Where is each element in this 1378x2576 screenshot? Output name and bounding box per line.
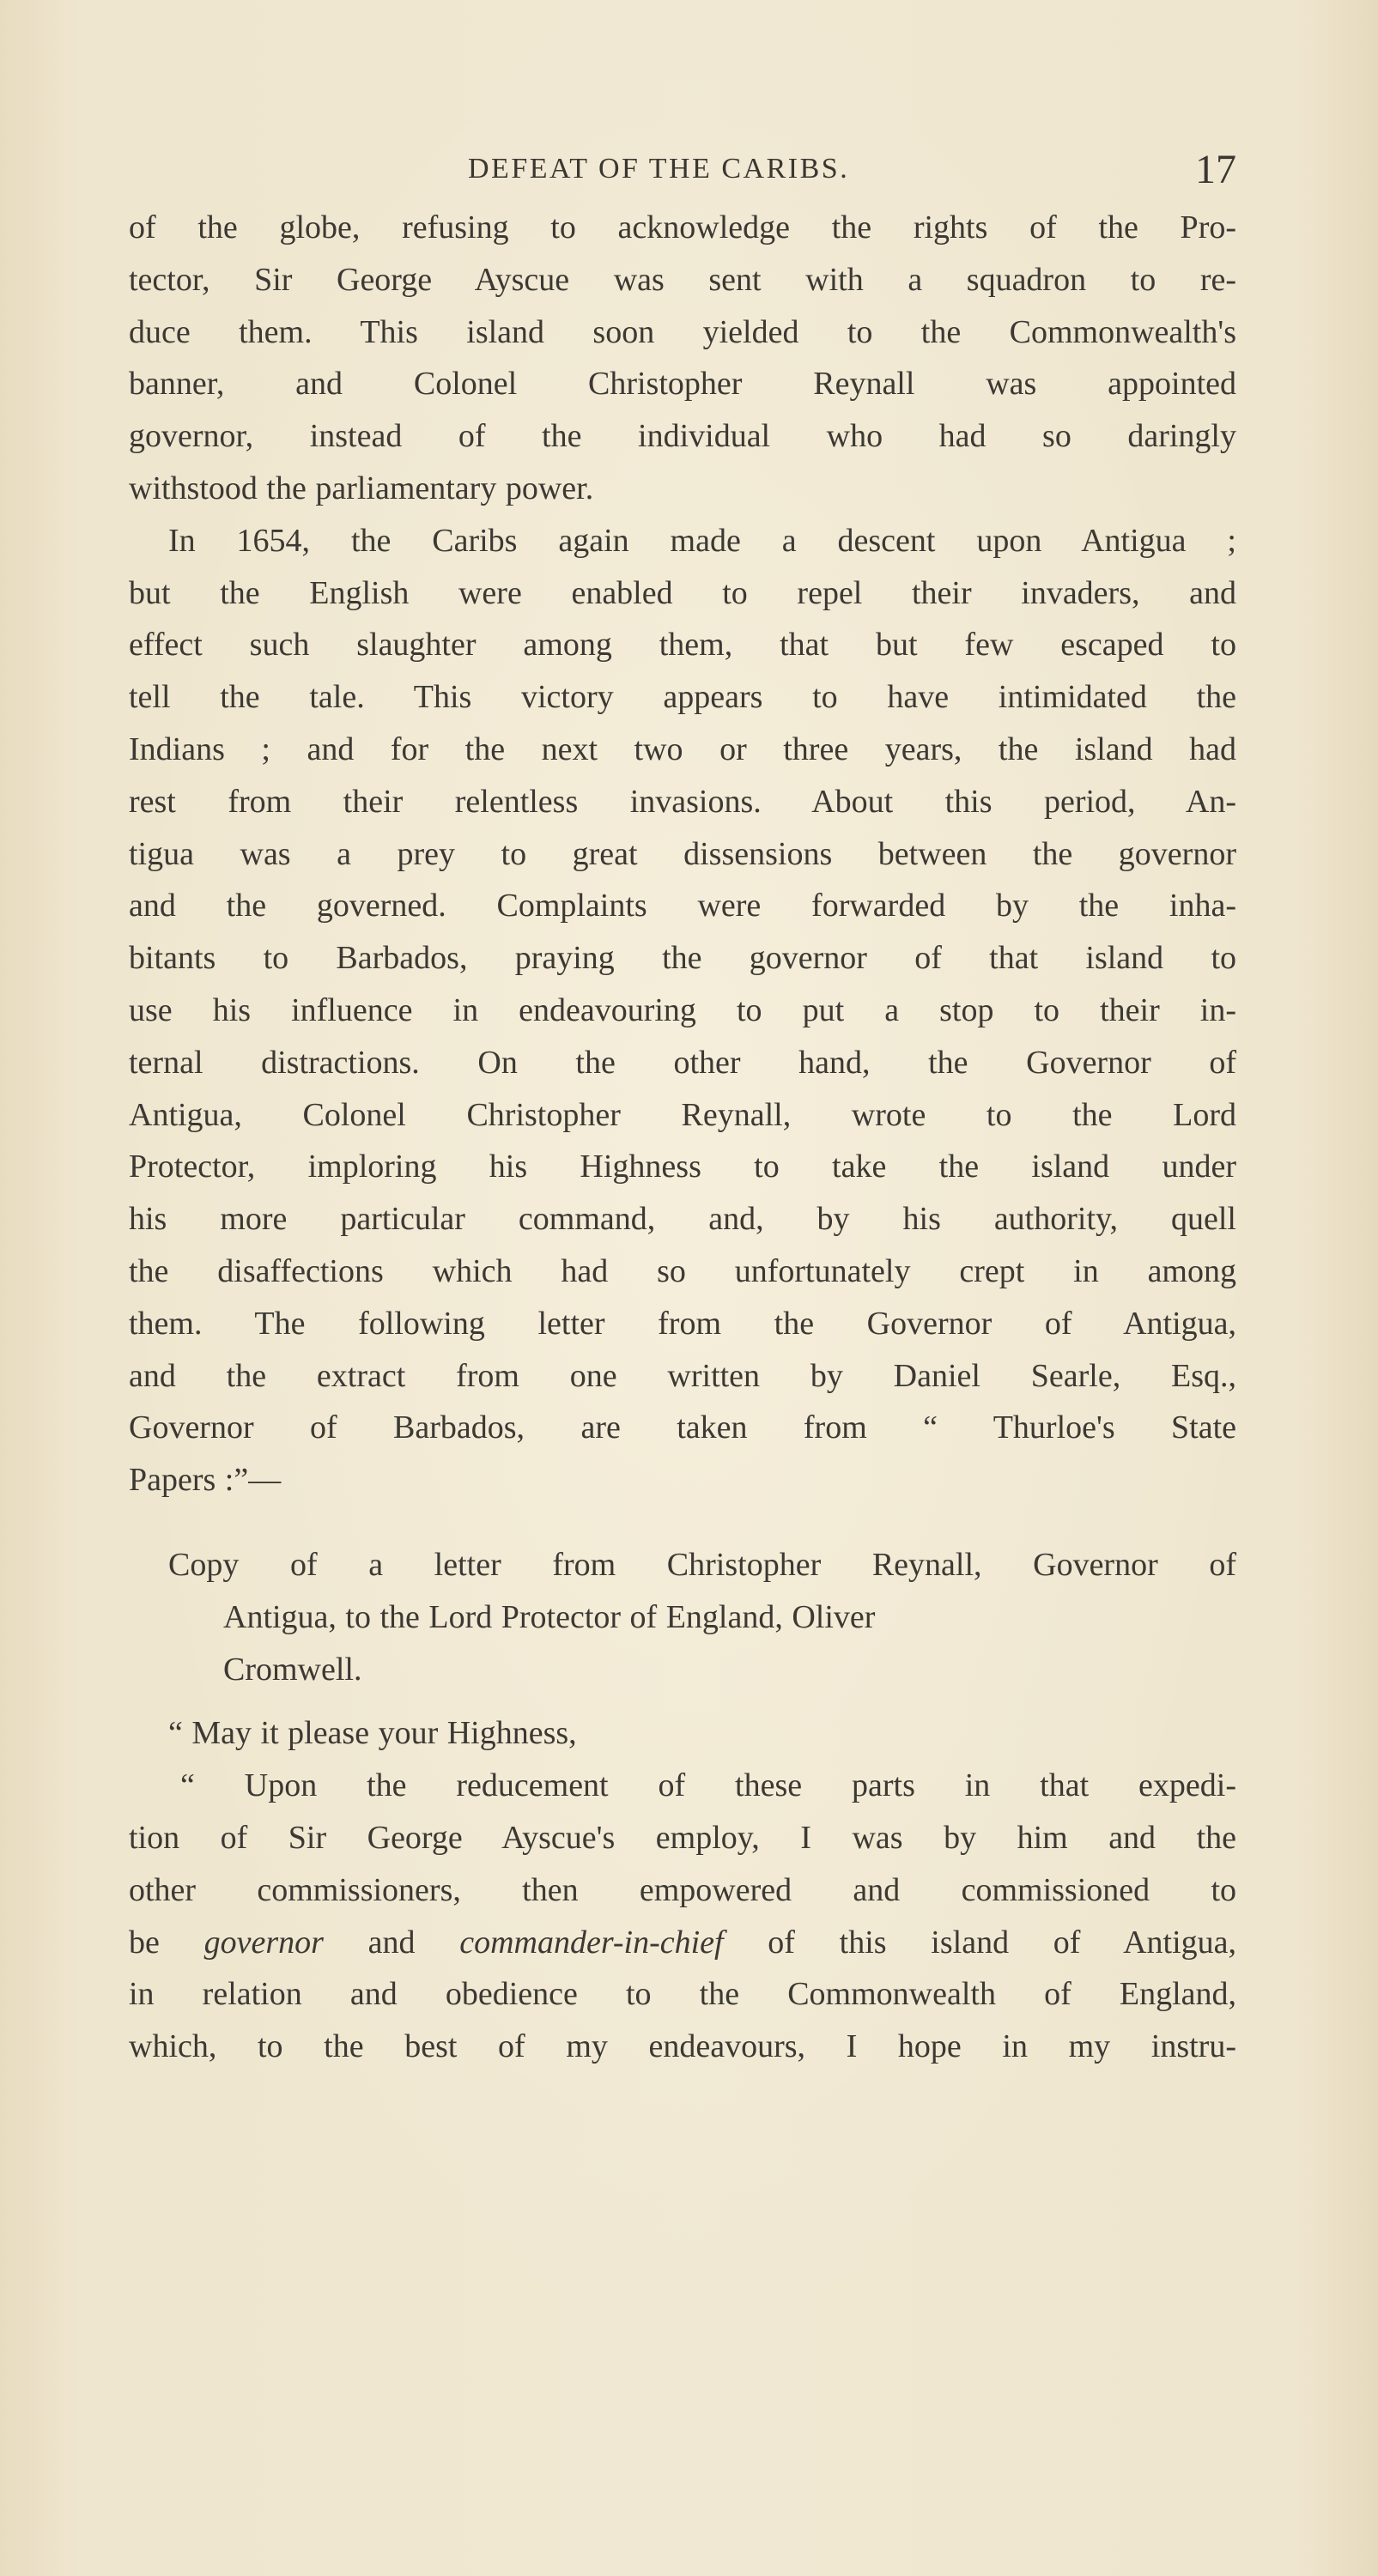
letter-salutation: “ May it please your Highness, <box>168 1715 577 1752</box>
text-line: Antigua, Colonel Christopher Reynall, wrote to the Lord <box>129 1096 1236 1133</box>
text-line: Protector, imploring his Highness to take the island under <box>129 1149 1236 1185</box>
text-line: banner, and Colonel Christopher Reynall was appointed <box>129 366 1236 403</box>
letter-heading <box>129 1539 1236 1695</box>
text-line: tion of Sir George Ayscue's employ, I was by him and the <box>129 1819 1236 1856</box>
text-line: Papers :”— <box>129 1462 282 1499</box>
text-line: of the globe, refusing to acknowledge the rights of the Pro- <box>129 209 1236 245</box>
text-line: rest from their relentless invasions. About this period, An- <box>129 783 1236 820</box>
text-line: other commissioners, then empowered and commissioned to <box>129 1871 1236 1908</box>
text-line: use his influence in endeavouring to put a stop to their in- <box>129 991 1236 1028</box>
text-line: them. The following letter from the Governor of Antigua, <box>129 1305 1236 1342</box>
text-line: effect such slaughter among them, that but few escaped to <box>129 627 1236 664</box>
text-line: Antigua, to the Lord Protector of England, Oliver <box>223 1598 876 1635</box>
running-title: DEFEAT OF THE CARIBS. <box>468 153 850 185</box>
page-header <box>129 147 1236 196</box>
text-line: Governor of Barbados, are taken from “ Thurloe's State <box>129 1409 1236 1446</box>
text-line <box>129 1917 1236 1969</box>
text-line: in relation and obedience to the Commonwealth of England, <box>129 1976 1236 2013</box>
text-line: and the governed. Complaints were forwarded by the inha- <box>129 888 1236 924</box>
text-line: but the English were enabled to repel their invaders, and <box>129 574 1236 611</box>
text-line: bitants to Barbados, praying the governor of that island to <box>129 940 1236 977</box>
text-line: and the extract from one written by Daniel Searle, Esq., <box>129 1357 1236 1394</box>
paragraph-1 <box>129 202 1236 515</box>
text-line: governor, instead of the individual who had so daringly <box>129 418 1236 455</box>
letter-body <box>129 1760 1236 2073</box>
text-line: withstood the parliamentary power. <box>129 470 594 506</box>
text-fragment: be <box>129 1924 204 1961</box>
italic-governor: governor <box>203 1924 324 1961</box>
text-line: tector, Sir George Ayscue was sent with a squadron to re- <box>129 261 1236 298</box>
text-line: Copy of a letter from Christopher Reynall, Governor of <box>168 1546 1236 1583</box>
text-line: ternal distractions. On the other hand, the Governor of <box>129 1044 1236 1081</box>
text-line: duce them. This island soon yielded to the Commonwealth's <box>129 313 1236 350</box>
text-fragment: of this island of Antigua, <box>723 1924 1236 1961</box>
text-line: Indians ; and for the next two or three years, the island had <box>129 730 1236 767</box>
text-line: tell the tale. This victory appears to have intimidated the <box>129 679 1236 716</box>
page-number: 17 <box>1195 147 1236 192</box>
spacer <box>129 1506 1236 1539</box>
text-fragment: and <box>323 1924 460 1961</box>
spacer <box>129 1695 1236 1707</box>
text-line: “ Upon the reducement of these parts in that expedi- <box>180 1767 1236 1804</box>
italic-commander-in-chief: commander-in-chief <box>459 1924 724 1961</box>
text-line: which, to the best of my endeavours, I hope in my instru- <box>129 2028 1236 2065</box>
text-line: the disaffections which had so unfortunately crept in among <box>129 1252 1236 1289</box>
text-line: his more particular command, and, by his authority, quell <box>129 1201 1236 1238</box>
text-line: In 1654, the Caribs again made a descent upon Antigua ; <box>168 522 1236 559</box>
text-line: Cromwell. <box>223 1651 362 1688</box>
text-line: tigua was a prey to great dissensions between the governor <box>129 835 1236 872</box>
body-text <box>129 202 1236 2073</box>
paragraph-2 <box>129 515 1236 1506</box>
